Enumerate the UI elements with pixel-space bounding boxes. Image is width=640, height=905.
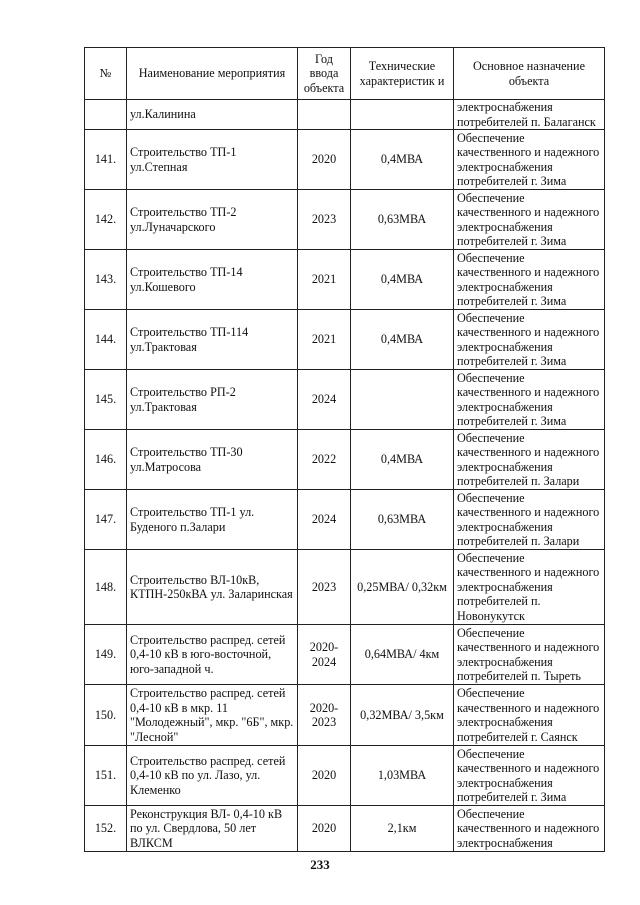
row-name: Строительство ТП-1 ул.Степная: [127, 130, 298, 190]
table-row: [85, 130, 605, 190]
row-purpose: Обеспечение качественного и надежного электроснабжения потребителей г. Зима: [454, 190, 605, 250]
table-row: [85, 430, 605, 490]
row-num: 144.: [85, 310, 127, 370]
row-num: 152.: [85, 806, 127, 852]
row-name: Строительство ТП-114 ул.Трактовая: [127, 310, 298, 370]
row-num: 145.: [85, 370, 127, 430]
row-year: 2020: [298, 746, 351, 806]
row-tech: 1,03МВА: [351, 746, 454, 806]
row-tech: 0,4МВА: [351, 250, 454, 310]
row-name: Строительство РП-2 ул.Трактовая: [127, 370, 298, 430]
row-name: Реконструкция ВЛ- 0,4-10 кВ по ул. Свердлова, 50 лет ВЛКСМ: [127, 806, 298, 852]
row-purpose: Обеспечение качественного и надежного электроснабжения потребителей г. Зима: [454, 310, 605, 370]
row-year: 2023: [298, 550, 351, 625]
row-name: Строительство ВЛ-10кВ, КТПН-250кВА ул. Заларинская: [127, 550, 298, 625]
row-purpose: Обеспечение качественного и надежного электроснабжения потребителей г. Зима: [454, 370, 605, 430]
row-year: 2024: [298, 490, 351, 550]
row-name: Строительство распред. сетей 0,4-10 кВ по ул. Лазо, ул. Клеменко: [127, 746, 298, 806]
row-num: 146.: [85, 430, 127, 490]
row-tech: 0,63МВА: [351, 490, 454, 550]
row-name: ул.Калинина: [127, 100, 298, 130]
row-num: 143.: [85, 250, 127, 310]
table-row: [85, 806, 605, 852]
row-purpose: Обеспечение качественного и надежного электроснабжения: [454, 806, 605, 852]
row-year: 2021: [298, 310, 351, 370]
header-num: №: [85, 48, 127, 100]
row-num: 149.: [85, 625, 127, 685]
row-tech: 0,63МВА: [351, 190, 454, 250]
header-purpose: Основное назначение объекта: [454, 48, 605, 100]
table-row: [85, 490, 605, 550]
row-tech: 2,1км: [351, 806, 454, 852]
row-name: Строительство распред. сетей 0,4-10 кВ в мкр. 11 "Молодежный", мкр. "6Б", мкр. "Лесной": [127, 685, 298, 746]
table-row: [85, 190, 605, 250]
row-num: 142.: [85, 190, 127, 250]
row-num: 148.: [85, 550, 127, 625]
header-tech: Технические характеристик и: [351, 48, 454, 100]
measures-table: [84, 47, 605, 852]
table-row: [85, 746, 605, 806]
row-num: [85, 100, 127, 130]
row-tech: 0,4МВА: [351, 430, 454, 490]
row-year: 2024: [298, 370, 351, 430]
row-year: [298, 100, 351, 130]
row-tech: 0,4МВА: [351, 310, 454, 370]
row-purpose: Обеспечение качественного и надежного электроснабжения потребителей п. Тыреть: [454, 625, 605, 685]
row-year: 2020-2024: [298, 625, 351, 685]
row-num: 147.: [85, 490, 127, 550]
table-row: [85, 310, 605, 370]
table-row: [85, 370, 605, 430]
row-tech: 0,25МВА/ 0,32км: [351, 550, 454, 625]
table-row: [85, 250, 605, 310]
table-row: [85, 685, 605, 746]
row-purpose: Обеспечение качественного и надежного электроснабжения потребителей п. Залари: [454, 490, 605, 550]
page-number: 233: [310, 857, 330, 872]
row-num: 151.: [85, 746, 127, 806]
row-name: Строительство ТП-1 ул. Буденого п.Залари: [127, 490, 298, 550]
row-name: Строительство ТП-14 ул.Кошевого: [127, 250, 298, 310]
row-name: Строительство ТП-2 ул.Луначарского: [127, 190, 298, 250]
row-year: 2020: [298, 806, 351, 852]
row-num: 141.: [85, 130, 127, 190]
row-name: Строительство ТП-30 ул.Матросова: [127, 430, 298, 490]
row-purpose: Обеспечение качественного и надежного электроснабжения потребителей г. Зима: [454, 250, 605, 310]
row-tech: 0,64МВА/ 4км: [351, 625, 454, 685]
table-row: [85, 625, 605, 685]
row-tech: 0,4МВА: [351, 130, 454, 190]
row-purpose: Обеспечение качественного и надежного электроснабжения потребителей п. Залари: [454, 430, 605, 490]
header-year: Год ввода объекта: [298, 48, 351, 100]
row-year: 2021: [298, 250, 351, 310]
row-purpose: Обеспечение качественного и надежного электроснабжения потребителей г. Зима: [454, 130, 605, 190]
row-purpose: электроснабжения потребителей п. Балаганск: [454, 100, 605, 130]
row-purpose: Обеспечение качественного и надежного электроснабжения потребителей п. Новонукутск: [454, 550, 605, 625]
row-num: 150.: [85, 685, 127, 746]
header-name: Наименование мероприятия: [127, 48, 298, 100]
table-row: [85, 550, 605, 625]
row-year: 2023: [298, 190, 351, 250]
table-row: [85, 100, 605, 130]
row-tech: 0,32МВА/ 3,5км: [351, 685, 454, 746]
row-tech: [351, 370, 454, 430]
row-tech: [351, 100, 454, 130]
row-year: 2022: [298, 430, 351, 490]
row-year: 2020-2023: [298, 685, 351, 746]
header-row: [85, 48, 605, 100]
row-purpose: Обеспечение качественного и надежного электроснабжения потребителей г. Зима: [454, 746, 605, 806]
row-name: Строительство распред. сетей 0,4-10 кВ в юго-восточной, юго-западной ч.: [127, 625, 298, 685]
row-year: 2020: [298, 130, 351, 190]
row-purpose: Обеспечение качественного и надежного электроснабжения потребителей г. Саянск: [454, 685, 605, 746]
